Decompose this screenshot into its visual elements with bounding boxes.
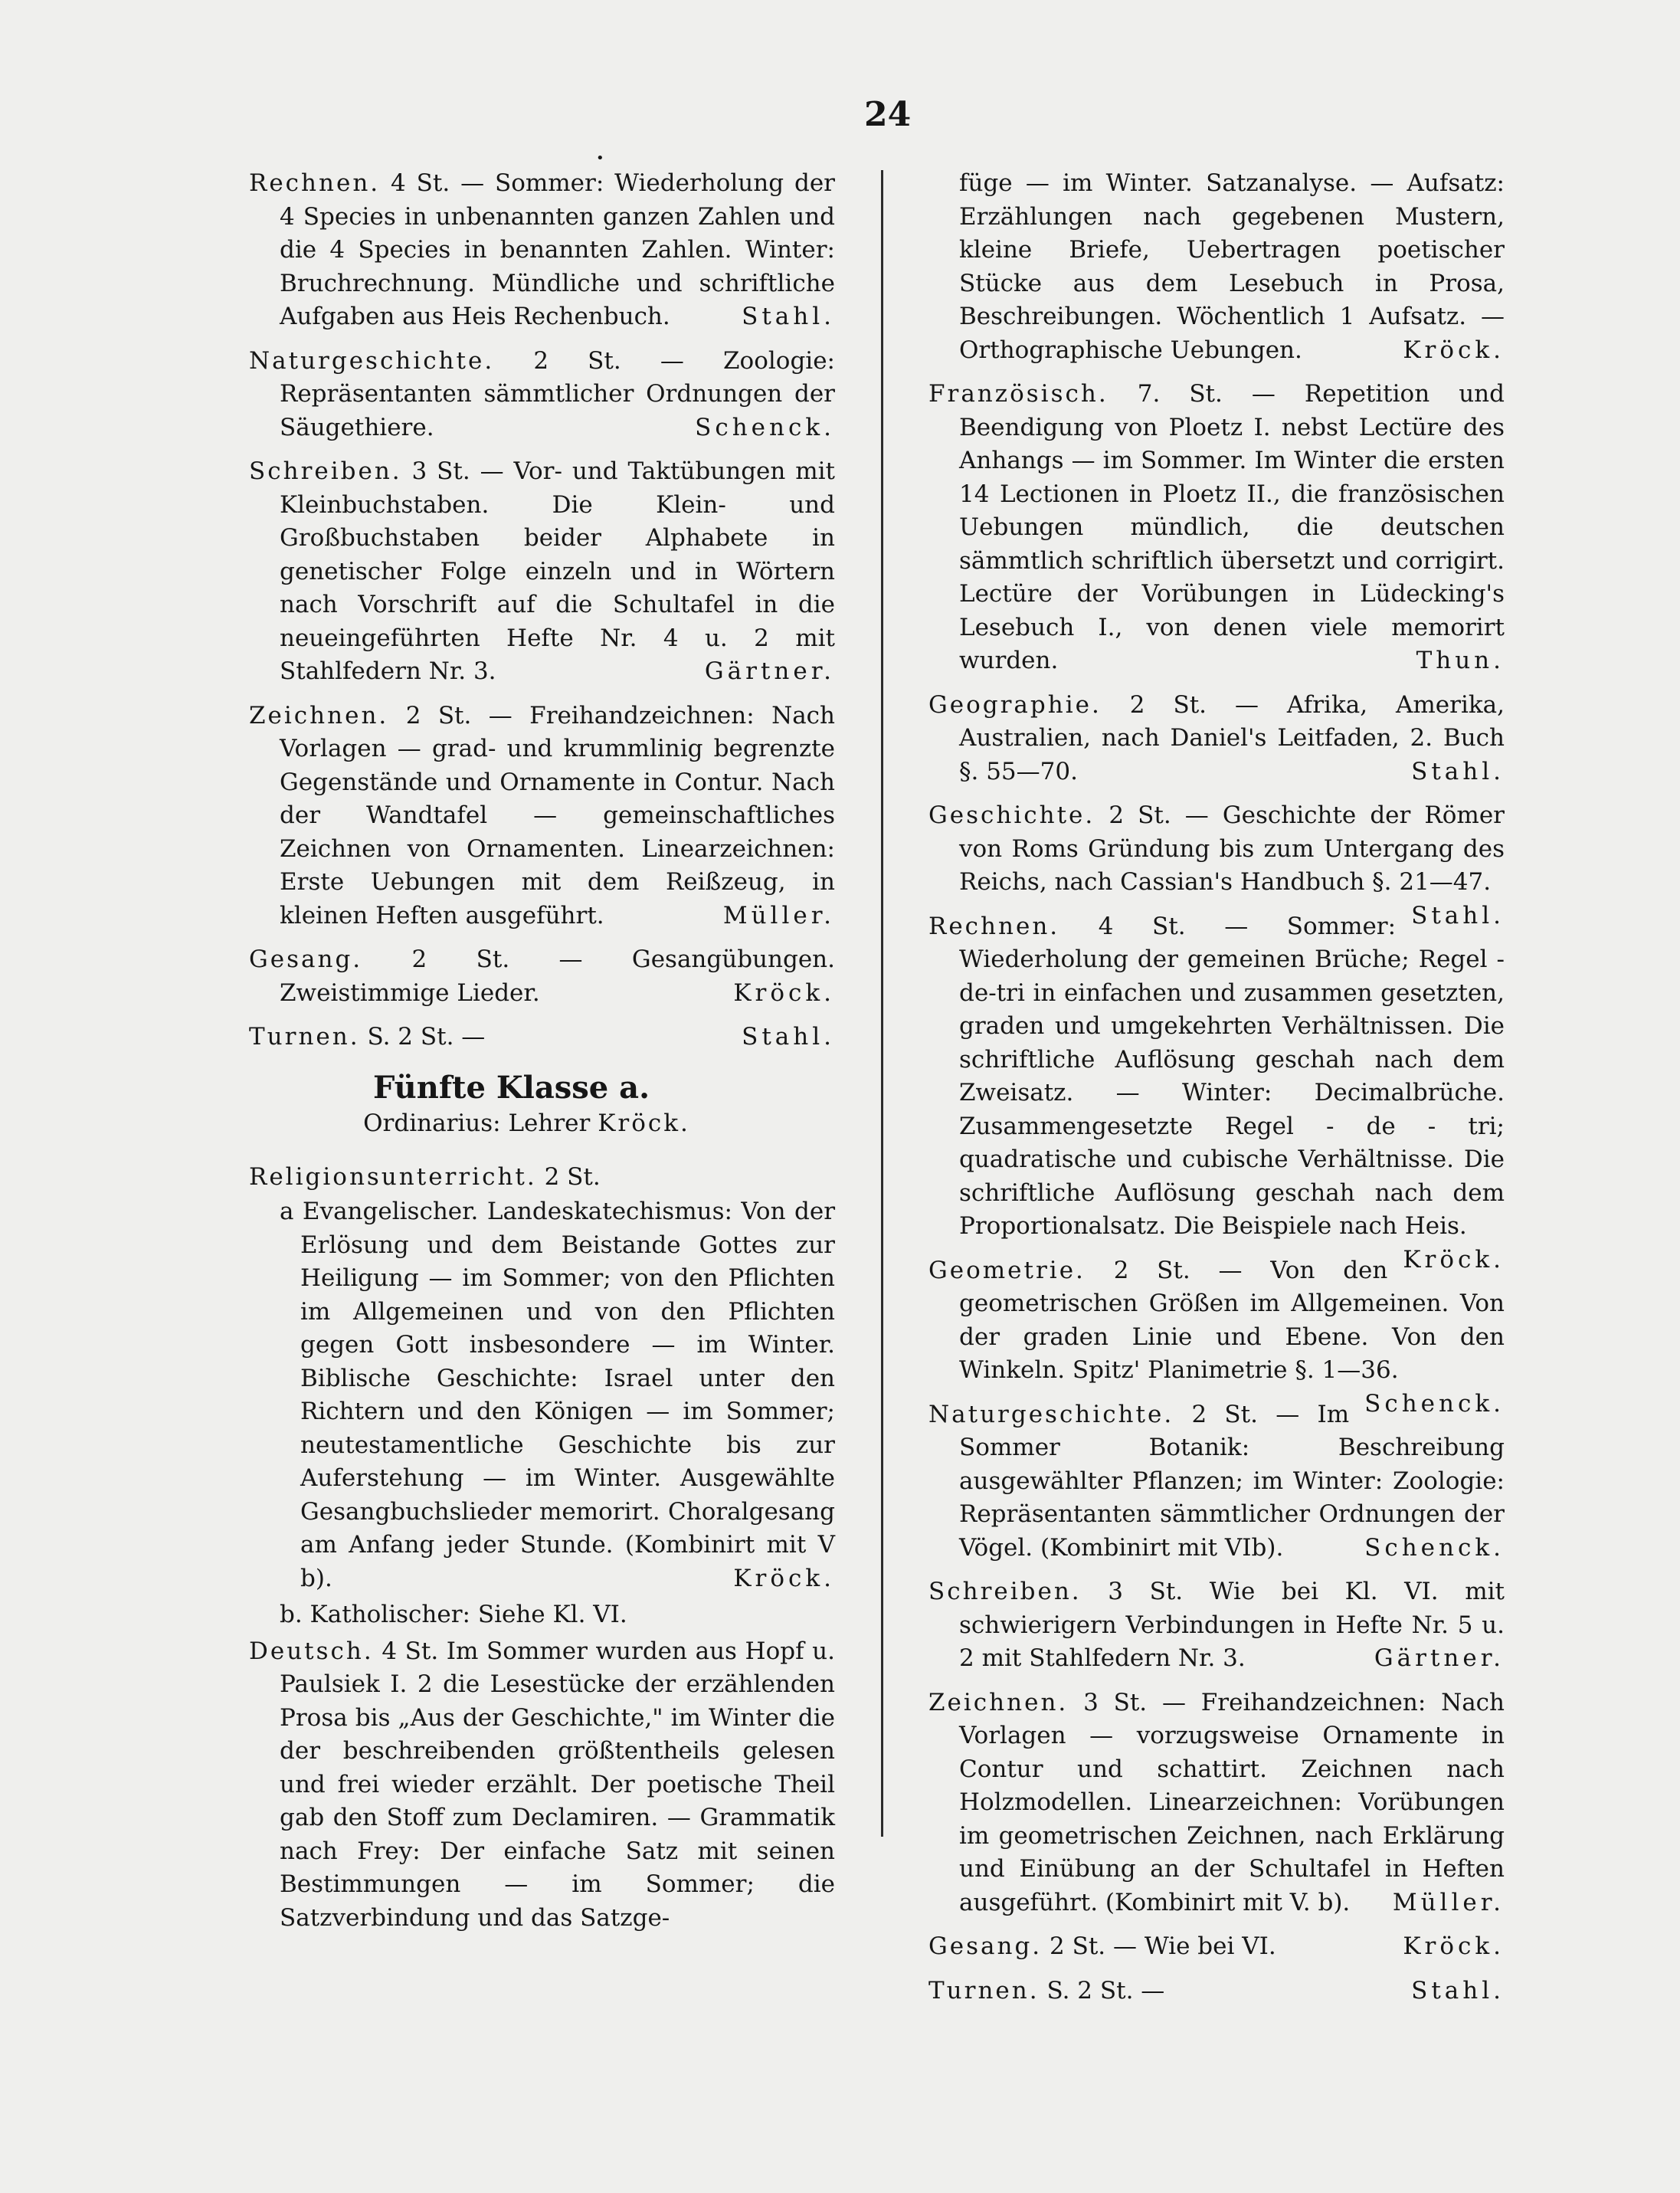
subject-heading: Zeichnen. [249,701,389,729]
entry-turnen [249,1021,835,1054]
teacher-name: Stahl. [1411,1976,1505,2005]
subject-heading: Turnen. [928,1976,1040,2005]
entry-text: 3 St. Wie bei Kl. VI. mit schwierigern Verbindungen in Hefte Nr. 5 u. 2 mit Stahlfedern Nr. 3. [959,1578,1505,1672]
entry-gesang [928,1930,1505,1964]
entry-text: 2 St. — Freihandzeichnen: Nach Vorlagen — grad- und krummlinig begrenzte Gegenstände und Ornamente in Contur. Nach der Wandtafel — gemeinschaftliches Zeichnen von Ornamenten. Linearzeichnen: Erste Uebungen mit dem Reißzeug, in kleinen Heften ausgeführt. [280,701,836,929]
teacher-name: Kröck. [1403,1245,1505,1274]
entry-deutsch-continued [928,167,1505,367]
entry-text: 2 St. [544,1162,601,1191]
subject-heading: Rechnen. [928,912,1060,940]
subject-heading: Schreiben. [249,457,402,485]
entry-schreiben [928,1575,1505,1676]
teacher-name: Schenck. [1364,1389,1505,1418]
entry-text: Landeskatechismus: Von der Erlösung und dem Beistande Gottes zur Heiligung — im Sommer; von den Pflichten im Allgemeinen und von den Pflichten gegen Gott insbesondere — im Winter. Biblische Geschichte: Israel unter den Richtern und den Königen — im Sommer; neutestamentliche Geschichte bis zur Auferstehung — im Winter. Ausgewählte Gesangbuchslieder memorirt. Choralgesang am Anfang jeder Stunde. (Kombinirt mit V b). [300,1198,836,1592]
teacher-name: Stahl. [1411,901,1505,929]
ordinarius-label: Ordinarius: Lehrer [363,1110,591,1137]
entry-franzoesisch [928,378,1505,678]
subject-heading: Turnen. [249,1023,360,1051]
entry-text: S. 2 St. — [1046,1976,1165,2005]
entry-katholisch [249,1598,835,1632]
sub-label: b. Katholischer: [280,1601,470,1628]
subject-heading: Geographie. [928,690,1102,719]
entry-text: 4 St. — Sommer: Wiederholung der 4 Species in unbenannten ganzen Zahlen und die 4 Species in benannten Zahlen. Winter: Bruchrechnung. Mündliche und schriftliche Aufgaben aus Heis Rechenbuch. [280,169,835,330]
section-title: Fünfte Klasse a. [372,1069,650,1106]
entry-text: 2 St. — Afrika, Amerika, Australien, nach Daniel's Leitfaden, 2. Buch §. 55—70. [959,690,1505,785]
teacher-name: Müller. [722,901,835,929]
decorative-dot: • [596,150,604,166]
ordinarius-line [249,1107,835,1141]
teacher-name: Müller. [1392,1888,1505,1916]
entry-rechnen [249,167,835,334]
entry-text: 2 St. — Gesangübungen. Zweistimmige Lieder. [280,946,835,1007]
entry-geographie [928,689,1505,789]
entry-text: 2 St. — Im Sommer Botanik: Beschreibung ausgewählter Pflanzen; im Winter: Zoologie: Repräsentanten sämmtlicher Ordnungen der Vögel. (Kombinirt mit VIb). [959,1400,1505,1562]
teacher-name: Gärtner. [1374,1644,1505,1672]
teacher-name: Thun. [1416,647,1505,674]
subject-heading: Naturgeschichte. [928,1400,1174,1428]
entry-evangelisch [249,1195,835,1595]
entry-text: 2 St. — Geschichte der Römer von Roms Gründung bis zum Untergang des Reichs, nach Cassian's Handbuch §. 21—47. [959,801,1505,896]
entry-text: 4 St. Im Sommer wurden aus Hopf u. Paulsiek I. 2 die Lesestücke der erzählenden Prosa bis „Aus der Geschichte," im Winter die der beschreibenden größtentheils gelesen und frei wieder erzählt. Der poetische Theil gab den Stoff zum Declamiren. — Grammatik nach Frey: Der einfache Satz mit seinen Bestimmungen — im Sommer; die Satzverbindung und das Satzge- [280,1637,835,1932]
entry-naturgeschichte [249,345,835,445]
entry-schreiben [249,455,835,689]
page-number: 24 [864,95,912,134]
subject-heading: Schreiben. [928,1578,1082,1605]
entry-naturgeschichte [928,1398,1505,1565]
sub-label: a Evangelischer. [280,1198,479,1225]
teacher-name: Kröck. [1403,336,1505,364]
subject-heading: Französisch. [928,380,1109,408]
entry-turnen [928,1975,1505,2008]
entry-text: 2 St. — Zoologie: Repräsentanten sämmtlicher Ordnungen der Säugethiere. [280,346,835,441]
entry-deutsch [249,1635,835,1936]
subject-heading: Deutsch. [249,1637,374,1665]
teacher-name: Stahl. [1411,757,1505,785]
ordinarius-name: Kröck. [598,1110,690,1137]
teacher-name: Stahl. [742,303,835,330]
entry-gesang [249,943,835,1010]
subject-heading: Geschichte. [928,801,1095,829]
entry-text: 3 St. — Freihandzeichnen: Nach Vorlagen — vorzugsweise Ornamente in Contur und schattirt. Zeichnen nach Holzmodellen. Linearzeichnen: Vorübungen im geometrischen Zeichnen, nach Erklärung und Einübung an der Schultafel in Heften ausgeführt. (Kombinirt mit V. b). [959,1688,1505,1916]
teacher-name: Kröck. [1403,1932,1505,1960]
teacher-name: Kröck. [733,1564,835,1592]
subject-heading: Religionsunterricht. [249,1162,537,1191]
entry-zeichnen [249,700,835,933]
teacher-name: Stahl. [742,1023,835,1051]
teacher-name: Schenck. [1364,1533,1505,1562]
entry-text: füge — im Winter. Satzanalyse. — Aufsatz: Erzählungen nach gegebenen Mustern, kleine Briefe, Uebertragen poetischer Stücke aus dem Lesebuch in Prosa, Beschreibungen. Wöchentlich 1 Aufsatz. — Orthographische Uebungen. [959,169,1505,364]
entry-text: 2 St. — Wie bei VI. [1050,1932,1276,1960]
entry-religion [249,1161,835,1195]
entry-text: 7. St. — Repetition und Beendigung von Ploetz I. nebst Lectüre des Anhangs — im Sommer. Im Winter die ersten 14 Lectionen in Ploetz II., die französischen Uebungen mündlich, die deutschen sämmtlich schriftlich übersetzt und corrigirt. Lectüre der Vorübungen in Lüdecking's Lesebuch I., von denen viele memorirt wurden. [959,380,1505,674]
entry-text: Siehe Kl. VI. [477,1601,627,1628]
teacher-name: Schenck. [695,413,835,441]
teacher-name: Gärtner. [704,657,835,685]
subject-heading: Naturgeschichte. [249,346,495,375]
subject-heading: Geometrie. [928,1256,1086,1284]
subject-heading: Rechnen. [249,169,381,197]
entry-text: 2 St. — Von den geometrischen Größen im Allgemeinen. Von der graden Linie und Ebene. Von den Winkeln. Spitz' Planimetrie §. 1—36. [959,1256,1505,1384]
entry-text: 4 St. — Sommer: Wiederholung der gemeinen Brüche; Regel - de-tri in einfachen und zusammen gesetzten, graden und umgekehrten Verhältnissen. Die schriftliche Auflösung geschah nach dem Zweisatz. — Winter: Decimalbrüche. Zusammengesetzte Regel - de - tri; quadratische und cubische Verhältnisse. Die schriftliche Auflösung geschah nach dem Proportionalsatz. Die Beispiele nach Heis. [959,912,1505,1240]
entry-text: 3 St. — Vor- und Taktübungen mit Kleinbuchstaben. Die Klein- und Großbuchstaben beider Alphabete in genetischer Folge einzeln und in Wörtern nach Vorschrift auf die Schultafel in die neueingeführten Hefte Nr. 4 u. 2 mit Stahlfedern Nr. 3. [280,457,836,685]
subject-heading: Zeichnen. [928,1688,1069,1716]
subject-heading: Gesang. [249,946,363,973]
column-divider [881,170,883,1837]
left-column [249,167,835,1946]
right-column [928,167,1505,2018]
entry-zeichnen [928,1687,1505,1920]
subject-heading: Gesang. [928,1932,1043,1960]
teacher-name: Kröck. [733,978,835,1007]
entry-text: S. 2 St. — [367,1023,486,1051]
